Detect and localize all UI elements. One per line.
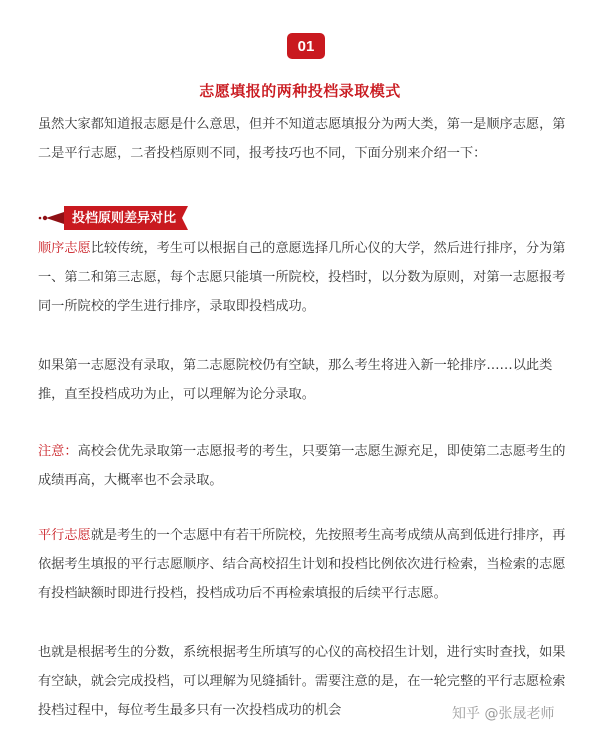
parallel-highlight: 平行志愿 [38,528,91,543]
watermark: 知乎 @张晟老师 [452,703,554,723]
explanation-paragraph: 也就是根据考生的分数，系统根据考生所填写的心仪的高校招生计划，进行实时查找，如果有空缺，就会完成投档，可以理解为见缝插针。需要注意的是，在一轮完整的平行志愿检索投档过程中，每位考生最多只有一次投档成功的机会 [38,645,566,718]
parallel-text: 就是考生的一个志愿中有若干所院校，先按照考生高考成绩从高到低进行排序，再依据考生填报的平行志愿顺序、结合高校招生计划和投档比例依次进行检索，当检索的志愿有投档缺额时即进行投档，投档成功后不再检索填报的后续平行志愿。 [38,528,566,601]
section-tag [36,203,196,233]
note-text: 高校会优先录取第一志愿报考的考生，只要第一志愿生源充足，即使第二志愿考生的成绩再高，大概率也不会录取。 [38,444,566,488]
sequential-highlight: 顺序志愿 [38,241,91,256]
sequential-text: 比较传统，考生可以根据自己的意愿选择几所心仪的大学，然后进行排序，分为第一、第二和第三志愿，每个志愿只能填一所院校，投档时，以分数为原则，对第一志愿报考同一所院校的学生进行排序，录取即投档成功。 [38,241,566,314]
fallback-paragraph: 如果第一志愿没有录取，第二志愿院校仍有空缺，那么考生将进入新一轮排序……以此类推，直至投档成功为止，可以理解为论分录取。 [38,358,553,402]
section-number-badge: 01 [287,33,325,59]
section-title: 志愿填报的两种投档录取模式 [199,82,401,100]
note-highlight: 注意： [38,444,78,459]
section-tag-label: 投档原则差异对比 [72,211,177,226]
intro-paragraph: 虽然大家都知道报志愿是什么意思，但并不知道志愿填报分为两大类，第一是顺序志愿，第二是平行志愿，二者投档原则不同，报考技巧也不同，下面分别来介绍一下： [38,117,566,161]
sequential-paragraph [38,234,578,321]
parallel-paragraph [38,521,578,608]
note-paragraph [38,437,578,495]
